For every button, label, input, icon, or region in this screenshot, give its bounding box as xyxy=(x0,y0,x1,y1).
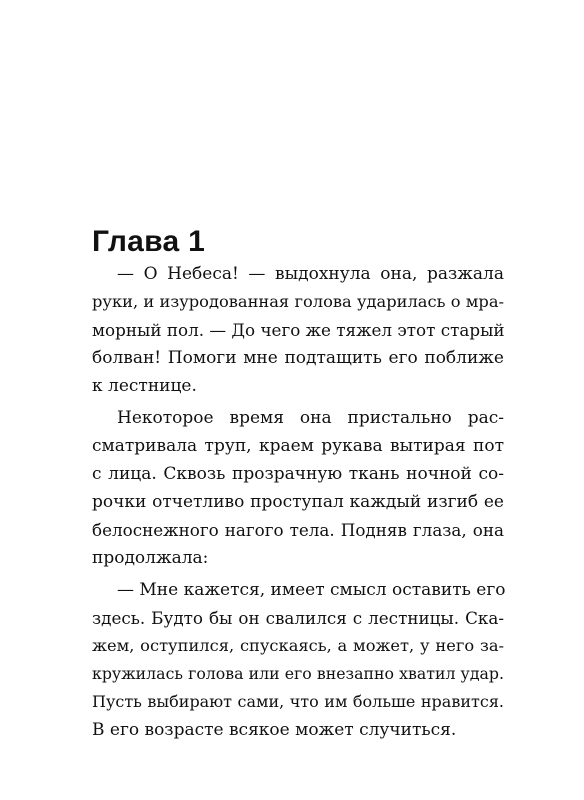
text-line: руки, и изуродованная голова ударилась о мра- xyxy=(92,292,504,311)
text-line: В его возрасте всякое может случиться. xyxy=(92,720,457,740)
text-line: белоснежного нагого тела. Подняв глаза, она xyxy=(92,520,504,540)
text-line: — О Небеса! — выдохнула она, разжала xyxy=(117,264,504,284)
text-line: кружилась голова или его внезапно хватил удар. xyxy=(92,664,504,683)
text-line: с лица. Сквозь прозрачную ткань ночной со- xyxy=(92,464,504,484)
text-line: Пусть выбирают сами, что им больше нравится. xyxy=(92,692,504,711)
text-line: сматривала труп, краем рукава вытирая пот xyxy=(92,436,504,456)
text-line: продолжала: xyxy=(92,548,209,568)
text-line: рочки отчетливо проступал каждый изгиб ее xyxy=(92,492,504,512)
chapter-title: Глава 1 xyxy=(92,225,206,258)
paragraph-2 xyxy=(92,404,504,572)
text-line: Некоторое время она пристально рас- xyxy=(117,408,504,428)
chapter-body xyxy=(92,260,504,748)
text-line: здесь. Будто бы он свалился с лестницы. Ска- xyxy=(92,608,504,628)
text-line: к лестнице. xyxy=(92,376,197,396)
paragraph-3 xyxy=(92,576,504,744)
text-line: болван! Помоги мне подтащить его поближе xyxy=(92,348,504,368)
text-line: — Мне кажется, имеет смысл оставить его xyxy=(117,580,506,600)
text-line: жем, оступился, спускаясь, а может, у него за- xyxy=(92,636,504,655)
text-line: морный пол. — До чего же тяжел этот старый xyxy=(92,320,505,340)
paragraph-1 xyxy=(92,260,504,400)
